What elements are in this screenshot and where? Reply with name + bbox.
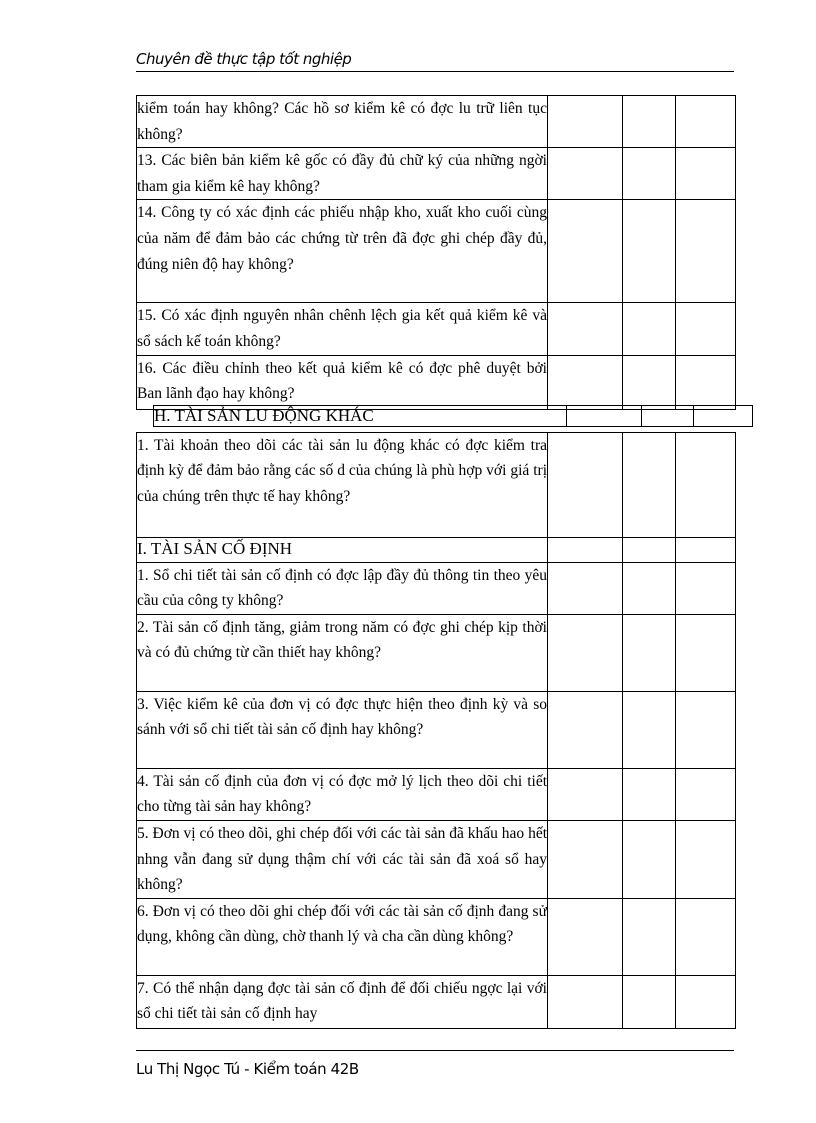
answer-cell-note xyxy=(676,820,736,898)
section-h-table xyxy=(153,405,753,427)
answer-cell-note xyxy=(676,898,736,975)
table-row xyxy=(137,562,736,614)
answer-cell-no xyxy=(623,898,676,975)
answer-cell-no xyxy=(623,614,676,691)
question-text: 1. Tài khoản theo dõi các tài sản lu động khác có đợc kiểm tra định kỳ để đảm bảo rằng các số d của chúng là phù hợp với giá trị của chúng trên thực tế hay không? xyxy=(137,432,548,537)
question-text: 3. Việc kiểm kê của đơn vị có đợc thực hiện theo định kỳ và so sánh với sổ chi tiết tài sản cố định hay không? xyxy=(137,691,548,768)
table-row xyxy=(137,820,736,898)
table-row xyxy=(137,303,736,355)
answer-cell-no xyxy=(623,96,676,148)
header-rule xyxy=(136,71,734,72)
answer-cell-note xyxy=(676,768,736,820)
answer-cell-no xyxy=(623,537,676,562)
answer-cell-note xyxy=(676,562,736,614)
table-row xyxy=(137,614,736,691)
answer-cell-yes xyxy=(548,820,623,898)
question-text: 2. Tài sản cố định tăng, giảm trong năm có đợc ghi chép kịp thời và có đủ chứng từ cần thiết hay không? xyxy=(137,614,548,691)
answer-cell-no xyxy=(623,200,676,303)
table-row xyxy=(137,148,736,200)
answer-cell-note xyxy=(676,200,736,303)
question-text: 15. Có xác định nguyên nhân chênh lệch gia kết quả kiểm kê và sổ sách kế toán không? xyxy=(137,303,548,355)
answer-cell-yes xyxy=(548,768,623,820)
answer-cell-no xyxy=(623,432,676,537)
answer-cell-yes xyxy=(548,303,623,355)
answer-cell-note xyxy=(676,148,736,200)
table-row xyxy=(137,975,736,1028)
answer-cell-yes xyxy=(548,96,623,148)
answer-cell-yes xyxy=(548,975,623,1028)
table-row xyxy=(137,691,736,768)
answer-cell-yes xyxy=(548,562,623,614)
question-text: 6. Đơn vị có theo dõi ghi chép đối với các tài sản cố định đang sử dụng, không cần dùng, chờ thanh lý và cha cần dùng không? xyxy=(137,898,548,975)
answer-cell-yes xyxy=(567,406,642,427)
answer-cell-no xyxy=(623,820,676,898)
page-footer-author: Lu Thị Ngọc Tú - Kiểm toán 42B xyxy=(136,1060,359,1078)
checklist-table xyxy=(136,95,736,1029)
answer-cell-yes xyxy=(548,148,623,200)
answer-cell-note xyxy=(676,303,736,355)
table-row xyxy=(137,432,736,537)
answer-cell-note xyxy=(676,355,736,409)
section-title-other-current-assets: H. TÀI SẢN LU ĐỘNG KHÁC xyxy=(154,406,567,427)
question-text: 13. Các biên bản kiểm kê gốc có đầy đủ chữ ký của những ngời tham gia kiểm kê hay không? xyxy=(137,148,548,200)
table-row xyxy=(137,200,736,303)
table-row xyxy=(137,898,736,975)
answer-cell-no xyxy=(642,406,694,427)
answer-cell-yes xyxy=(548,898,623,975)
answer-cell-no xyxy=(623,691,676,768)
section-row xyxy=(137,537,736,562)
answer-cell-note xyxy=(676,975,736,1028)
answer-cell-yes xyxy=(548,614,623,691)
answer-cell-yes xyxy=(548,432,623,537)
question-text: kiểm toán hay không? Các hồ sơ kiểm kê có đợc lu trữ liên tục không? xyxy=(137,96,548,148)
answer-cell-yes xyxy=(548,537,623,562)
section-title-fixed-assets: I. TÀI SẢN CỐ ĐỊNH xyxy=(137,537,548,562)
answer-cell-no xyxy=(623,975,676,1028)
footer-rule xyxy=(136,1050,734,1051)
page-header-title: Chuyên đề thực tập tốt nghiệp xyxy=(136,50,352,68)
answer-cell-no xyxy=(623,355,676,409)
answer-cell-no xyxy=(623,303,676,355)
table-row xyxy=(137,96,736,148)
answer-cell-note xyxy=(694,406,753,427)
answer-cell-note xyxy=(676,614,736,691)
answer-cell-yes xyxy=(548,691,623,768)
section-h-row xyxy=(153,405,752,427)
table-row xyxy=(137,355,736,409)
question-text: 14. Công ty có xác định các phiếu nhập kho, xuất kho cuối cùng của năm để đảm bảo các chứng từ trên đã đợc ghi chép đầy đủ, đúng niên độ hay không? xyxy=(137,200,548,303)
question-text: 5. Đơn vị có theo dõi, ghi chép đối với các tài sản đã khấu hao hết nhng vẫn đang sử dụng thậm chí với các tài sản đã xoá sổ hay không? xyxy=(137,820,548,898)
question-text: 4. Tài sản cố định của đơn vị có đợc mở lý lịch theo dõi chi tiết cho từng tài sản hay không? xyxy=(137,768,548,820)
answer-cell-yes xyxy=(548,200,623,303)
answer-cell-note xyxy=(676,537,736,562)
answer-cell-yes xyxy=(548,355,623,409)
answer-cell-note xyxy=(676,96,736,148)
answer-cell-note xyxy=(676,432,736,537)
table-row xyxy=(137,768,736,820)
question-text: 16. Các điều chỉnh theo kết quả kiểm kê có đợc phê duyệt bởi Ban lãnh đạo hay không? xyxy=(137,355,548,409)
answer-cell-no xyxy=(623,562,676,614)
answer-cell-note xyxy=(676,691,736,768)
question-text: 1. Sổ chi tiết tài sản cố định có đợc lập đầy đủ thông tin theo yêu cầu của công ty không? xyxy=(137,562,548,614)
answer-cell-no xyxy=(623,768,676,820)
answer-cell-no xyxy=(623,148,676,200)
question-text: 7. Có thể nhận dạng đợc tài sản cố định để đối chiếu ngợc lại với sổ chi tiết tài sản cố định hay xyxy=(137,975,548,1028)
